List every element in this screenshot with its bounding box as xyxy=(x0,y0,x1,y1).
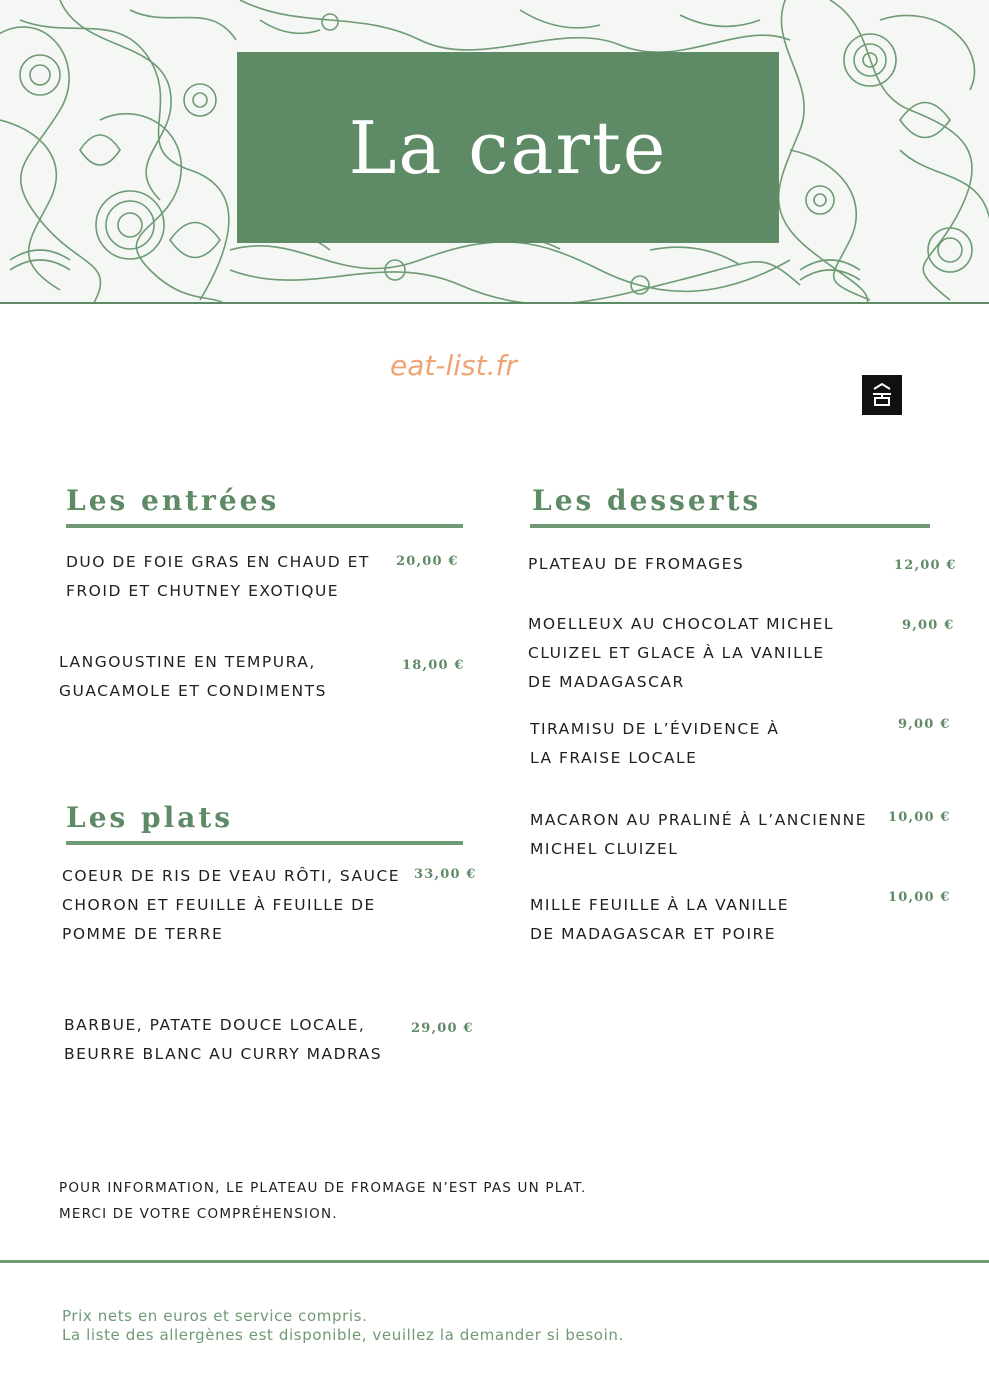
information-note: POUR INFORMATION, LE PLATEAU DE FROMAGE N’EST PAS UN PLAT. MERCI DE VOTRE COMPRÉHENSION. xyxy=(59,1180,587,1222)
menu-item-name: BARBUE, PATATE DOUCE LOCALE, BEURRE BLANC AU CURRY MADRAS xyxy=(64,1016,383,1063)
footer-divider xyxy=(0,1260,989,1263)
footer-text: Prix nets en euros et service compris. La liste des allergènes est disponible, veuillez la demander si besoin. xyxy=(62,1307,624,1344)
menu-item-name: MOELLEUX AU CHOCOLAT MICHEL CLUIZEL ET GLACE À LA VANILLE DE MADAGASCAR xyxy=(528,615,835,691)
menu-item-price: 33,00 € xyxy=(414,867,477,882)
title-panel xyxy=(237,52,779,243)
menu-item-price: 10,00 € xyxy=(888,890,951,905)
section-divider-entrees xyxy=(66,524,463,528)
section-title-desserts: Les desserts xyxy=(532,484,762,517)
menu-item-name: MILLE FEUILLE À LA VANILLE DE MADAGASCAR ET POIRE xyxy=(530,896,790,943)
menu-item-name: MACARON AU PRALINÉ À L’ANCIENNE MICHEL CLUIZEL xyxy=(530,811,868,858)
menu-item-price: 29,00 € xyxy=(411,1021,474,1036)
section-divider-plats xyxy=(66,841,463,845)
menu-item-name: PLATEAU DE FROMAGES xyxy=(528,555,745,573)
menu-item-name: TIRAMISU DE L’ÉVIDENCE À LA FRAISE LOCALE xyxy=(530,720,780,767)
menu-item-name: LANGOUSTINE EN TEMPURA, GUACAMOLE ET CONDIMENTS xyxy=(59,653,327,700)
menu-item-name: COEUR DE RIS DE VEAU RÔTI, SAUCE CHORON ET FEUILLE À FEUILLE DE POMME DE TERRE xyxy=(62,867,401,943)
menu-item-price: 9,00 € xyxy=(898,717,951,732)
menu-item-name: DUO DE FOIE GRAS EN CHAUD ET FROID ET CHUTNEY EXOTIQUE xyxy=(66,553,370,600)
menu-item-price: 10,00 € xyxy=(888,810,951,825)
page-title: La carte xyxy=(348,105,668,190)
section-divider-desserts xyxy=(530,524,930,528)
menu-item-price: 9,00 € xyxy=(902,618,955,633)
menu-item-price: 12,00 € xyxy=(894,558,957,573)
header-divider xyxy=(0,302,989,304)
section-title-plats: Les plats xyxy=(66,801,234,834)
menu-item-price: 18,00 € xyxy=(402,658,465,673)
section-title-entrees: Les entrées xyxy=(66,484,280,517)
header-banner xyxy=(0,0,989,304)
watermark-text: eat-list.fr xyxy=(390,349,517,382)
menu-item-price: 20,00 € xyxy=(396,554,459,569)
restaurant-badge-icon xyxy=(862,375,902,415)
